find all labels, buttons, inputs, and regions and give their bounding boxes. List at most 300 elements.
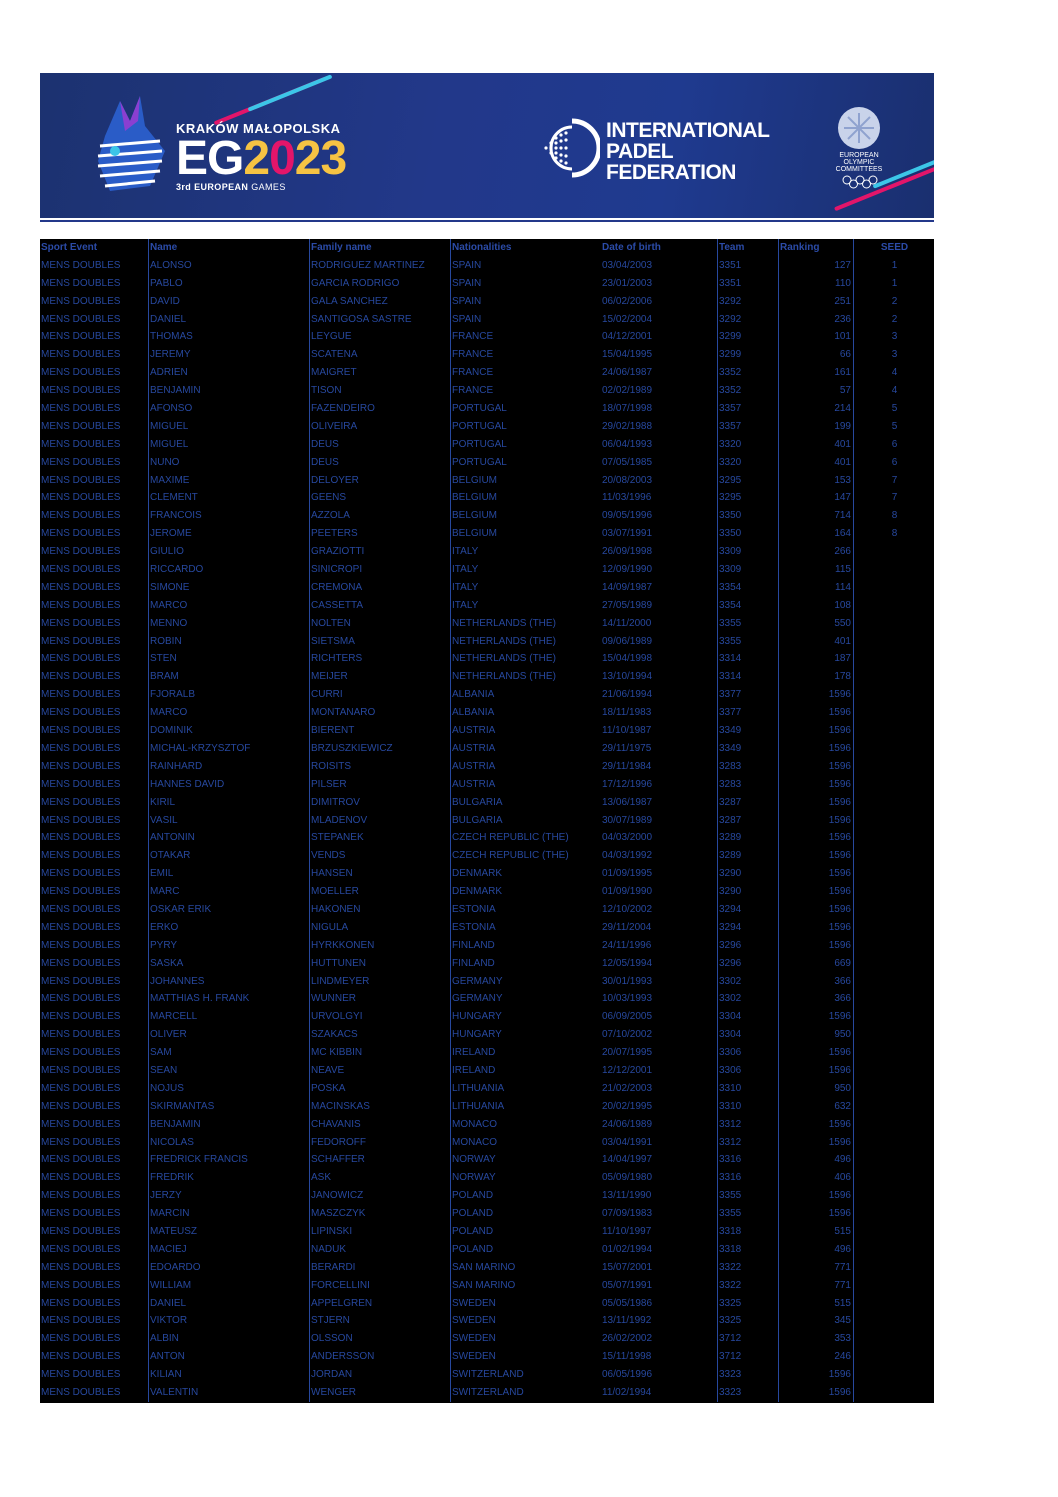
table-row	[40, 829, 934, 847]
cell-sport-event: MENS DOUBLES	[41, 474, 121, 486]
cell-seed	[854, 1277, 934, 1295]
cell-seed	[854, 704, 934, 722]
cell-ranking: 515	[778, 1295, 854, 1313]
cell-name: ROBIN	[148, 633, 309, 651]
cell-family-name: DEUS	[309, 436, 450, 454]
cell-date-of-birth: 06/02/2006	[602, 295, 653, 307]
cell-sport-event: MENS DOUBLES	[41, 1279, 121, 1291]
cell-name: KILIAN	[148, 1366, 309, 1384]
fip-line: FEDERATION	[606, 161, 736, 184]
cell-seed	[854, 1384, 934, 1402]
cell-date-of-birth: 13/11/1990	[602, 1190, 652, 1202]
table-row	[40, 1259, 934, 1277]
cell-sport-event: MENS DOUBLES	[41, 438, 121, 450]
cell-name: MAXIME	[148, 472, 309, 490]
cell-sport-event: MENS DOUBLES	[41, 975, 121, 987]
cell-family-name: JANOWICZ	[309, 1187, 450, 1205]
table-row	[40, 973, 934, 991]
cell-date-of-birth: 15/04/1998	[602, 653, 653, 665]
cell-team: 3312	[717, 1116, 778, 1134]
cell-ranking: 164	[778, 525, 854, 543]
cell-family-name: NOLTEN	[309, 615, 450, 633]
cell-seed: 8	[891, 528, 898, 540]
cell-ranking: 1596	[778, 937, 854, 955]
cell-sport-event: MENS DOUBLES	[41, 868, 121, 880]
cell-nationality: FINLAND	[450, 937, 601, 955]
cell-date-of-birth: 21/02/2003	[602, 1082, 653, 1094]
cell-seed	[854, 1259, 934, 1277]
table-row	[40, 1295, 934, 1313]
table-body	[40, 257, 934, 1402]
cell-name: SIMONE	[148, 579, 309, 597]
cell-team: 3352	[717, 382, 778, 400]
cell-family-name: MACINSKAS	[309, 1098, 450, 1116]
cell-seed	[854, 794, 934, 812]
cell-sport-event: MENS DOUBLES	[41, 1118, 121, 1130]
cell-ranking: 1596	[778, 704, 854, 722]
cell-ranking: 632	[778, 1098, 854, 1116]
cell-date-of-birth: 29/11/1984	[602, 760, 652, 772]
cell-sport-event: MENS DOUBLES	[41, 349, 121, 361]
cell-team: 3354	[717, 597, 778, 615]
cell-date-of-birth: 03/04/1991	[602, 1136, 653, 1148]
cell-ranking: 127	[778, 257, 854, 275]
table-row	[40, 1116, 934, 1134]
cell-name: OLIVER	[148, 1026, 309, 1044]
table-row	[40, 955, 934, 973]
table-row	[40, 311, 934, 329]
table-row	[40, 489, 934, 507]
cell-team: 3350	[717, 507, 778, 525]
cell-date-of-birth: 15/02/2004	[602, 313, 653, 325]
cell-name: ADRIEN	[148, 364, 309, 382]
cell-name: RICCARDO	[148, 561, 309, 579]
cell-name: JEREMY	[148, 346, 309, 364]
cell-nationality: AUSTRIA	[450, 758, 601, 776]
cell-team: 3355	[717, 1205, 778, 1223]
cell-seed: 6	[891, 438, 898, 450]
cell-nationality: SWEDEN	[450, 1348, 601, 1366]
european-games-emblem-icon	[90, 91, 170, 201]
cell-name: MATTHIAS H. FRANK	[148, 990, 309, 1008]
cell-nationality: PORTUGAL	[450, 400, 601, 418]
table-row	[40, 382, 934, 400]
cell-ranking: 110	[778, 275, 854, 293]
cell-date-of-birth: 06/05/1996	[602, 1369, 653, 1381]
cell-name: OTAKAR	[148, 847, 309, 865]
eg-2023-wordmark	[176, 132, 347, 185]
cell-name: CLEMENT	[148, 489, 309, 507]
cell-seed	[854, 1134, 934, 1152]
cell-ranking: 161	[778, 364, 854, 382]
cell-ranking: 771	[778, 1259, 854, 1277]
cell-nationality: FRANCE	[450, 328, 601, 346]
table-row	[40, 794, 934, 812]
cell-family-name: SIETSMA	[309, 633, 450, 651]
cell-family-name: DELOYER	[309, 472, 450, 490]
cell-team: 3316	[717, 1151, 778, 1169]
cell-team: 3312	[717, 1134, 778, 1152]
cell-date-of-birth: 13/11/1992	[602, 1315, 652, 1327]
cell-date-of-birth: 09/05/1996	[602, 510, 653, 522]
cell-sport-event: MENS DOUBLES	[41, 295, 121, 307]
cell-nationality: CZECH REPUBLIC (THE)	[450, 829, 601, 847]
cell-family-name: POSKA	[309, 1080, 450, 1098]
cell-family-name: DEUS	[309, 454, 450, 472]
cell-date-of-birth: 14/09/1987	[602, 581, 653, 593]
cell-date-of-birth: 06/04/1993	[602, 438, 653, 450]
cell-family-name: LEYGUE	[309, 328, 450, 346]
cell-ranking: 1596	[778, 1044, 854, 1062]
cell-name: MACIEJ	[148, 1241, 309, 1259]
cell-team: 3320	[717, 436, 778, 454]
cell-team: 3350	[717, 525, 778, 543]
cell-team: 3290	[717, 883, 778, 901]
cell-name: NOJUS	[148, 1080, 309, 1098]
table-row	[40, 257, 934, 275]
cell-ranking: 147	[778, 489, 854, 507]
cell-team: 3314	[717, 650, 778, 668]
cell-seed	[854, 883, 934, 901]
cell-date-of-birth: 20/07/1995	[602, 1047, 653, 1059]
cell-ranking: 496	[778, 1151, 854, 1169]
table-row	[40, 346, 934, 364]
cell-team: 3323	[717, 1384, 778, 1402]
cell-team: 3351	[717, 275, 778, 293]
cell-ranking: 366	[778, 990, 854, 1008]
cell-seed	[854, 937, 934, 955]
cell-ranking: 1596	[778, 1116, 854, 1134]
cell-ranking: 1596	[778, 776, 854, 794]
cell-name: NICOLAS	[148, 1134, 309, 1152]
cell-nationality: SWITZERLAND	[450, 1384, 601, 1402]
cell-nationality: GERMANY	[450, 973, 601, 991]
cell-sport-event: MENS DOUBLES	[41, 1387, 121, 1398]
cell-name: SAM	[148, 1044, 309, 1062]
cell-nationality: ESTONIA	[450, 919, 601, 937]
cell-seed	[854, 955, 934, 973]
cell-ranking: 714	[778, 507, 854, 525]
cell-family-name: SZAKACS	[309, 1026, 450, 1044]
cell-date-of-birth: 10/03/1993	[602, 993, 653, 1005]
cell-family-name: WENGER	[309, 1384, 450, 1402]
table-row	[40, 1169, 934, 1187]
cell-nationality: LITHUANIA	[450, 1098, 601, 1116]
cell-ranking: 1596	[778, 829, 854, 847]
cell-family-name: MC KIBBIN	[309, 1044, 450, 1062]
cell-family-name: STEPANEK	[309, 829, 450, 847]
table-row	[40, 668, 934, 686]
cell-name: ANTON	[148, 1348, 309, 1366]
cell-seed: 3	[891, 349, 898, 361]
cell-team: 3355	[717, 615, 778, 633]
table-row	[40, 364, 934, 382]
cell-name: MARCIN	[148, 1205, 309, 1223]
cell-seed	[854, 1008, 934, 1026]
cell-name: THOMAS	[148, 328, 309, 346]
cell-sport-event: MENS DOUBLES	[41, 778, 121, 790]
cell-family-name: MLADENOV	[309, 812, 450, 830]
cell-sport-event: MENS DOUBLES	[41, 1100, 121, 1112]
cell-date-of-birth: 05/07/1991	[602, 1279, 653, 1291]
cell-seed	[854, 543, 934, 561]
cell-family-name: SCHAFFER	[309, 1151, 450, 1169]
cell-ranking: 550	[778, 615, 854, 633]
cell-nationality: SAN MARINO	[450, 1259, 601, 1277]
cell-seed	[854, 1187, 934, 1205]
cell-date-of-birth: 02/02/1989	[602, 385, 653, 397]
cell-team: 3292	[717, 311, 778, 329]
cell-nationality: AUSTRIA	[450, 740, 601, 758]
table-row	[40, 722, 934, 740]
cell-ranking: 515	[778, 1223, 854, 1241]
cell-team: 3306	[717, 1062, 778, 1080]
table-row	[40, 507, 934, 525]
table-row	[40, 543, 934, 561]
cell-sport-event: MENS DOUBLES	[41, 707, 121, 719]
cell-team: 3283	[717, 776, 778, 794]
column-header: Family name	[309, 239, 450, 257]
cell-date-of-birth: 15/04/1995	[602, 349, 653, 361]
table-row	[40, 1348, 934, 1366]
cell-family-name: HAKONEN	[309, 901, 450, 919]
cell-date-of-birth: 05/05/1986	[602, 1297, 653, 1309]
cell-date-of-birth: 30/01/1993	[602, 975, 653, 987]
cell-name: FREDRICK FRANCIS	[148, 1151, 309, 1169]
cell-date-of-birth: 13/06/1987	[602, 796, 653, 808]
cell-nationality: ALBANIA	[450, 686, 601, 704]
cell-date-of-birth: 26/02/2002	[602, 1333, 653, 1345]
cell-team: 3349	[717, 722, 778, 740]
cell-nationality: SWEDEN	[450, 1312, 601, 1330]
header-divider	[40, 220, 934, 222]
cell-ranking: 1596	[778, 722, 854, 740]
table-row	[40, 1312, 934, 1330]
cell-family-name: MAIGRET	[309, 364, 450, 382]
cell-nationality: MONACO	[450, 1134, 601, 1152]
cell-sport-event: MENS DOUBLES	[41, 653, 121, 665]
cell-team: 3287	[717, 794, 778, 812]
cell-family-name: CREMONA	[309, 579, 450, 597]
cell-sport-event: MENS DOUBLES	[41, 993, 121, 1005]
cell-nationality: ITALY	[450, 561, 601, 579]
table-row	[40, 740, 934, 758]
table-row	[40, 1330, 934, 1348]
cell-team: 3355	[717, 1187, 778, 1205]
table-row	[40, 1026, 934, 1044]
cell-sport-event: MENS DOUBLES	[41, 510, 121, 522]
table-row	[40, 990, 934, 1008]
table-row	[40, 400, 934, 418]
table-row	[40, 1205, 934, 1223]
cell-nationality: IRELAND	[450, 1062, 601, 1080]
cell-seed: 8	[891, 510, 898, 522]
cell-family-name: BRZUSZKIEWICZ	[309, 740, 450, 758]
table-row	[40, 1134, 934, 1152]
cell-ranking: 1596	[778, 1187, 854, 1205]
cell-team: 3287	[717, 812, 778, 830]
table-header-row	[40, 239, 934, 257]
table-row	[40, 1062, 934, 1080]
cell-nationality: MONACO	[450, 1116, 601, 1134]
table-row	[40, 901, 934, 919]
cell-family-name: URVOLGYI	[309, 1008, 450, 1026]
cell-seed	[854, 919, 934, 937]
cell-ranking: 214	[778, 400, 854, 418]
cell-name: STEN	[148, 650, 309, 668]
cell-seed	[854, 812, 934, 830]
cell-ranking: 1596	[778, 847, 854, 865]
cell-name: MARCELL	[148, 1008, 309, 1026]
column-header: Date of birth	[602, 242, 661, 253]
cell-sport-event: MENS DOUBLES	[41, 1136, 121, 1148]
cell-name: DANIEL	[148, 1295, 309, 1313]
cell-sport-event: MENS DOUBLES	[41, 331, 121, 343]
cell-team: 3355	[717, 633, 778, 651]
cell-nationality: GERMANY	[450, 990, 601, 1008]
cell-seed	[854, 1366, 934, 1384]
cell-seed	[854, 1151, 934, 1169]
cell-team: 3712	[717, 1330, 778, 1348]
cell-team: 3283	[717, 758, 778, 776]
cell-sport-event: MENS DOUBLES	[41, 420, 121, 432]
cell-family-name: JORDAN	[309, 1366, 450, 1384]
cell-ranking: 1596	[778, 1062, 854, 1080]
cell-team: 3296	[717, 955, 778, 973]
table-row	[40, 454, 934, 472]
table-row	[40, 686, 934, 704]
cell-seed	[854, 990, 934, 1008]
cell-seed: 6	[891, 456, 898, 468]
cell-ranking: 345	[778, 1312, 854, 1330]
cell-ranking: 236	[778, 311, 854, 329]
cell-name: MARC	[148, 883, 309, 901]
cell-nationality: NETHERLANDS (THE)	[450, 650, 601, 668]
cell-date-of-birth: 07/10/2002	[602, 1029, 653, 1041]
cell-seed: 1	[891, 259, 898, 271]
cell-family-name: MEIJER	[309, 668, 450, 686]
table-row	[40, 883, 934, 901]
cell-family-name: VENDS	[309, 847, 450, 865]
cell-sport-event: MENS DOUBLES	[41, 796, 121, 808]
cell-ranking: 1596	[778, 1134, 854, 1152]
cell-date-of-birth: 05/09/1980	[602, 1172, 653, 1184]
cell-nationality: POLAND	[450, 1241, 601, 1259]
cell-family-name: BERARDI	[309, 1259, 450, 1277]
cell-sport-event: MENS DOUBLES	[41, 832, 121, 844]
cell-name: FREDRIK	[148, 1169, 309, 1187]
cell-seed	[854, 650, 934, 668]
cell-team: 3354	[717, 579, 778, 597]
cell-team: 3292	[717, 293, 778, 311]
cell-name: MATEUSZ	[148, 1223, 309, 1241]
cell-ranking: 771	[778, 1277, 854, 1295]
cell-seed	[854, 633, 934, 651]
cell-ranking: 950	[778, 1080, 854, 1098]
cell-seed	[854, 776, 934, 794]
cell-sport-event: MENS DOUBLES	[41, 1154, 121, 1166]
cell-nationality: CZECH REPUBLIC (THE)	[450, 847, 601, 865]
cell-family-name: FEDOROFF	[309, 1134, 450, 1152]
cell-family-name: WUNNER	[309, 990, 450, 1008]
cell-date-of-birth: 13/10/1994	[602, 671, 653, 683]
cell-nationality: SAN MARINO	[450, 1277, 601, 1295]
cell-nationality: FRANCE	[450, 382, 601, 400]
column-header: Ranking	[778, 239, 854, 257]
cell-ranking: 1596	[778, 901, 854, 919]
cell-team: 3310	[717, 1080, 778, 1098]
cell-seed	[854, 668, 934, 686]
cell-nationality: ESTONIA	[450, 901, 601, 919]
cell-nationality: POLAND	[450, 1205, 601, 1223]
cell-family-name: ANDERSSON	[309, 1348, 450, 1366]
cell-name: PABLO	[148, 275, 309, 293]
cell-nationality: SPAIN	[450, 257, 601, 275]
cell-family-name: NEAVE	[309, 1062, 450, 1080]
cell-ranking: 366	[778, 973, 854, 991]
cell-date-of-birth: 11/10/1987	[602, 725, 652, 737]
cell-seed	[854, 1169, 934, 1187]
table-row	[40, 525, 934, 543]
cell-seed	[854, 1312, 934, 1330]
cell-family-name: GRAZIOTTI	[309, 543, 450, 561]
column-header: Sport Event	[41, 242, 98, 253]
cell-seed	[854, 740, 934, 758]
table-row	[40, 561, 934, 579]
cell-seed	[854, 686, 934, 704]
cell-name: HANNES DAVID	[148, 776, 309, 794]
cell-nationality: BULGARIA	[450, 794, 601, 812]
cell-date-of-birth: 29/02/1988	[602, 420, 653, 432]
cell-family-name: HUTTUNEN	[309, 955, 450, 973]
cell-nationality: ITALY	[450, 579, 601, 597]
cell-name: NUNO	[148, 454, 309, 472]
cell-team: 3306	[717, 1044, 778, 1062]
cell-nationality: SPAIN	[450, 293, 601, 311]
cell-sport-event: MENS DOUBLES	[41, 1011, 121, 1023]
cell-ranking: 1596	[778, 1205, 854, 1223]
cell-name: JEROME	[148, 525, 309, 543]
cell-sport-event: MENS DOUBLES	[41, 1297, 121, 1309]
fip-line: INTERNATIONAL	[606, 119, 770, 142]
cell-ranking: 401	[778, 633, 854, 651]
cell-date-of-birth: 30/07/1989	[602, 814, 653, 826]
table-row	[40, 1044, 934, 1062]
cell-family-name: NADUK	[309, 1241, 450, 1259]
cell-sport-event: MENS DOUBLES	[41, 635, 121, 647]
cell-sport-event: MENS DOUBLES	[41, 1333, 121, 1345]
cell-date-of-birth: 15/11/1998	[602, 1351, 652, 1363]
cell-date-of-birth: 03/07/1991	[602, 528, 653, 540]
table-row	[40, 919, 934, 937]
cell-family-name: TISON	[309, 382, 450, 400]
cell-name: BENJAMIN	[148, 382, 309, 400]
cell-name: JOHANNES	[148, 973, 309, 991]
cell-family-name: OLSSON	[309, 1330, 450, 1348]
cell-sport-event: MENS DOUBLES	[41, 1225, 121, 1237]
cell-team: 3299	[717, 328, 778, 346]
cell-name: FJORALB	[148, 686, 309, 704]
cell-family-name: MASZCZYK	[309, 1205, 450, 1223]
cell-family-name: HANSEN	[309, 865, 450, 883]
table-row	[40, 812, 934, 830]
cell-name: MARCO	[148, 597, 309, 615]
fip-line: PADEL	[606, 140, 674, 163]
cell-name: RAINHARD	[148, 758, 309, 776]
cell-nationality: POLAND	[450, 1187, 601, 1205]
table-row	[40, 328, 934, 346]
cell-name: MARCO	[148, 704, 309, 722]
